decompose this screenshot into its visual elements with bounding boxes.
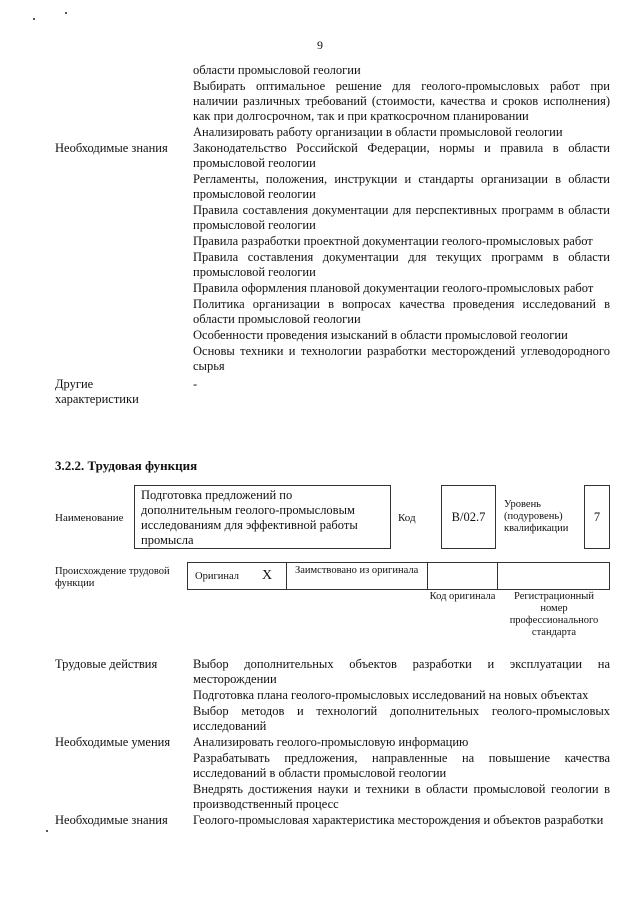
- page-number: 9: [317, 38, 323, 52]
- knowledge-label: Необходимые знания: [55, 141, 168, 155]
- original-cell: [187, 562, 287, 590]
- required-skill-item: Внедрять достижения науки и техники в области промысловой геологии в производственный процесс: [193, 782, 610, 811]
- labor-actions-list: [193, 657, 610, 735]
- top-requirements-section: [55, 63, 610, 407]
- labor-action-item: Выбор методов и технологий дополнительных геолого-промысловых исследований: [193, 704, 610, 733]
- labor-action-item: Подготовка плана геолого-промысловых исследований на новых объектах: [193, 688, 589, 702]
- other-characteristics-row: [55, 377, 610, 407]
- required-knowledge-item: Геолого-промысловая характеристика месторождения и объектов разработки: [193, 813, 604, 827]
- origin-code-cell: [427, 562, 498, 590]
- other-characteristics-label: Другие характеристики: [55, 377, 139, 406]
- knowledge-row: [55, 141, 610, 375]
- required-skill-item: Анализировать геолого-промысловую информацию: [193, 735, 469, 749]
- labor-actions-label: Трудовые действия: [55, 657, 158, 671]
- origin-label: Происхождение трудовой функции: [55, 566, 170, 589]
- required-knowledge-row: [55, 813, 610, 829]
- origin-code-caption: Код оригинала: [429, 591, 496, 602]
- original-mark: X: [262, 568, 273, 583]
- code-value-box: [441, 485, 496, 549]
- knowledge-item: Политика организации в вопросах качества проведения исследований в области промысловой геологии: [193, 297, 610, 326]
- registration-number-caption: Регистрационный номер профессионального стандарта: [509, 591, 599, 638]
- scan-speck: [65, 12, 67, 14]
- skills-continued-item: области промысловой геологии: [193, 63, 361, 77]
- level-value-box: [584, 485, 610, 549]
- registration-number-cell: [497, 562, 610, 590]
- level-label: Уровень (подуровень) квалификации: [504, 499, 569, 534]
- borrowed-label: Заимствовано из оригинала: [295, 565, 419, 576]
- borrowed-cell: [286, 562, 428, 590]
- skills-continued-item: Анализировать работу организации в области промысловой геологии: [193, 125, 563, 139]
- knowledge-item: Правила разработки проектной документации геолого-промысловых работ: [193, 234, 593, 248]
- skills-continued-row: [55, 63, 610, 141]
- knowledge-item: Особенности проведения изысканий в области промысловой геологии: [193, 328, 568, 342]
- labor-action-item: Выбор дополнительных объектов разработки и эксплуатации на месторождении: [193, 657, 610, 686]
- other-characteristics-value: -: [193, 377, 198, 391]
- knowledge-item: Законодательство Российской Федерации, нормы и правила в области промысловой геологии: [193, 141, 610, 170]
- required-knowledge-list: [193, 813, 610, 829]
- skills-continued-item: Выбирать оптимальное решение для геолого-промысловых работ при наличии различных требований (стоимости, качества и сроков исполнения) как при долгосрочном, так и при краткосрочном планировании: [193, 79, 610, 123]
- labor-actions-row: [55, 657, 610, 735]
- code-label: Код: [398, 512, 416, 524]
- scan-speck: [33, 18, 35, 20]
- bottom-requirements-section: [55, 657, 610, 829]
- original-label: Оригинал: [195, 571, 239, 582]
- knowledge-item: Правила оформления плановой документации геолого-промысловых работ: [193, 281, 594, 295]
- knowledge-list: [193, 141, 610, 375]
- section-title: 3.2.2. Трудовая функция: [55, 458, 198, 473]
- required-knowledge-label: Необходимые знания: [55, 813, 168, 827]
- name-value-box: [134, 485, 391, 549]
- code-value: B/02.7: [451, 510, 486, 524]
- required-skills-label: Необходимые умения: [55, 735, 171, 749]
- name-label: Наименование: [55, 512, 124, 524]
- skills-continued-list: [193, 63, 610, 141]
- level-value: 7: [593, 510, 601, 524]
- knowledge-item: Правила составления документации для текущих программ в области промысловой геологии: [193, 250, 610, 279]
- name-value: Подготовка предложений по дополнительным геолого-промысловым исследованиям для эффективной работы промысла: [141, 488, 358, 547]
- knowledge-item: Правила составления документации для перспективных программ в области промысловой геологии: [193, 203, 610, 232]
- knowledge-item: Регламенты, положения, инструкции и стандарты организации в области промысловой геологии: [193, 172, 610, 201]
- required-skills-row: [55, 735, 610, 813]
- scan-speck: [46, 830, 48, 832]
- knowledge-item: Основы техники и технологии разработки месторождений углеводородного сырья: [193, 344, 610, 373]
- skills-continued-label: [55, 63, 193, 141]
- required-skill-item: Разрабатывать предложения, направленные на повышение качества исследований в области промысловой геологии: [193, 751, 610, 780]
- required-skills-list: [193, 735, 610, 813]
